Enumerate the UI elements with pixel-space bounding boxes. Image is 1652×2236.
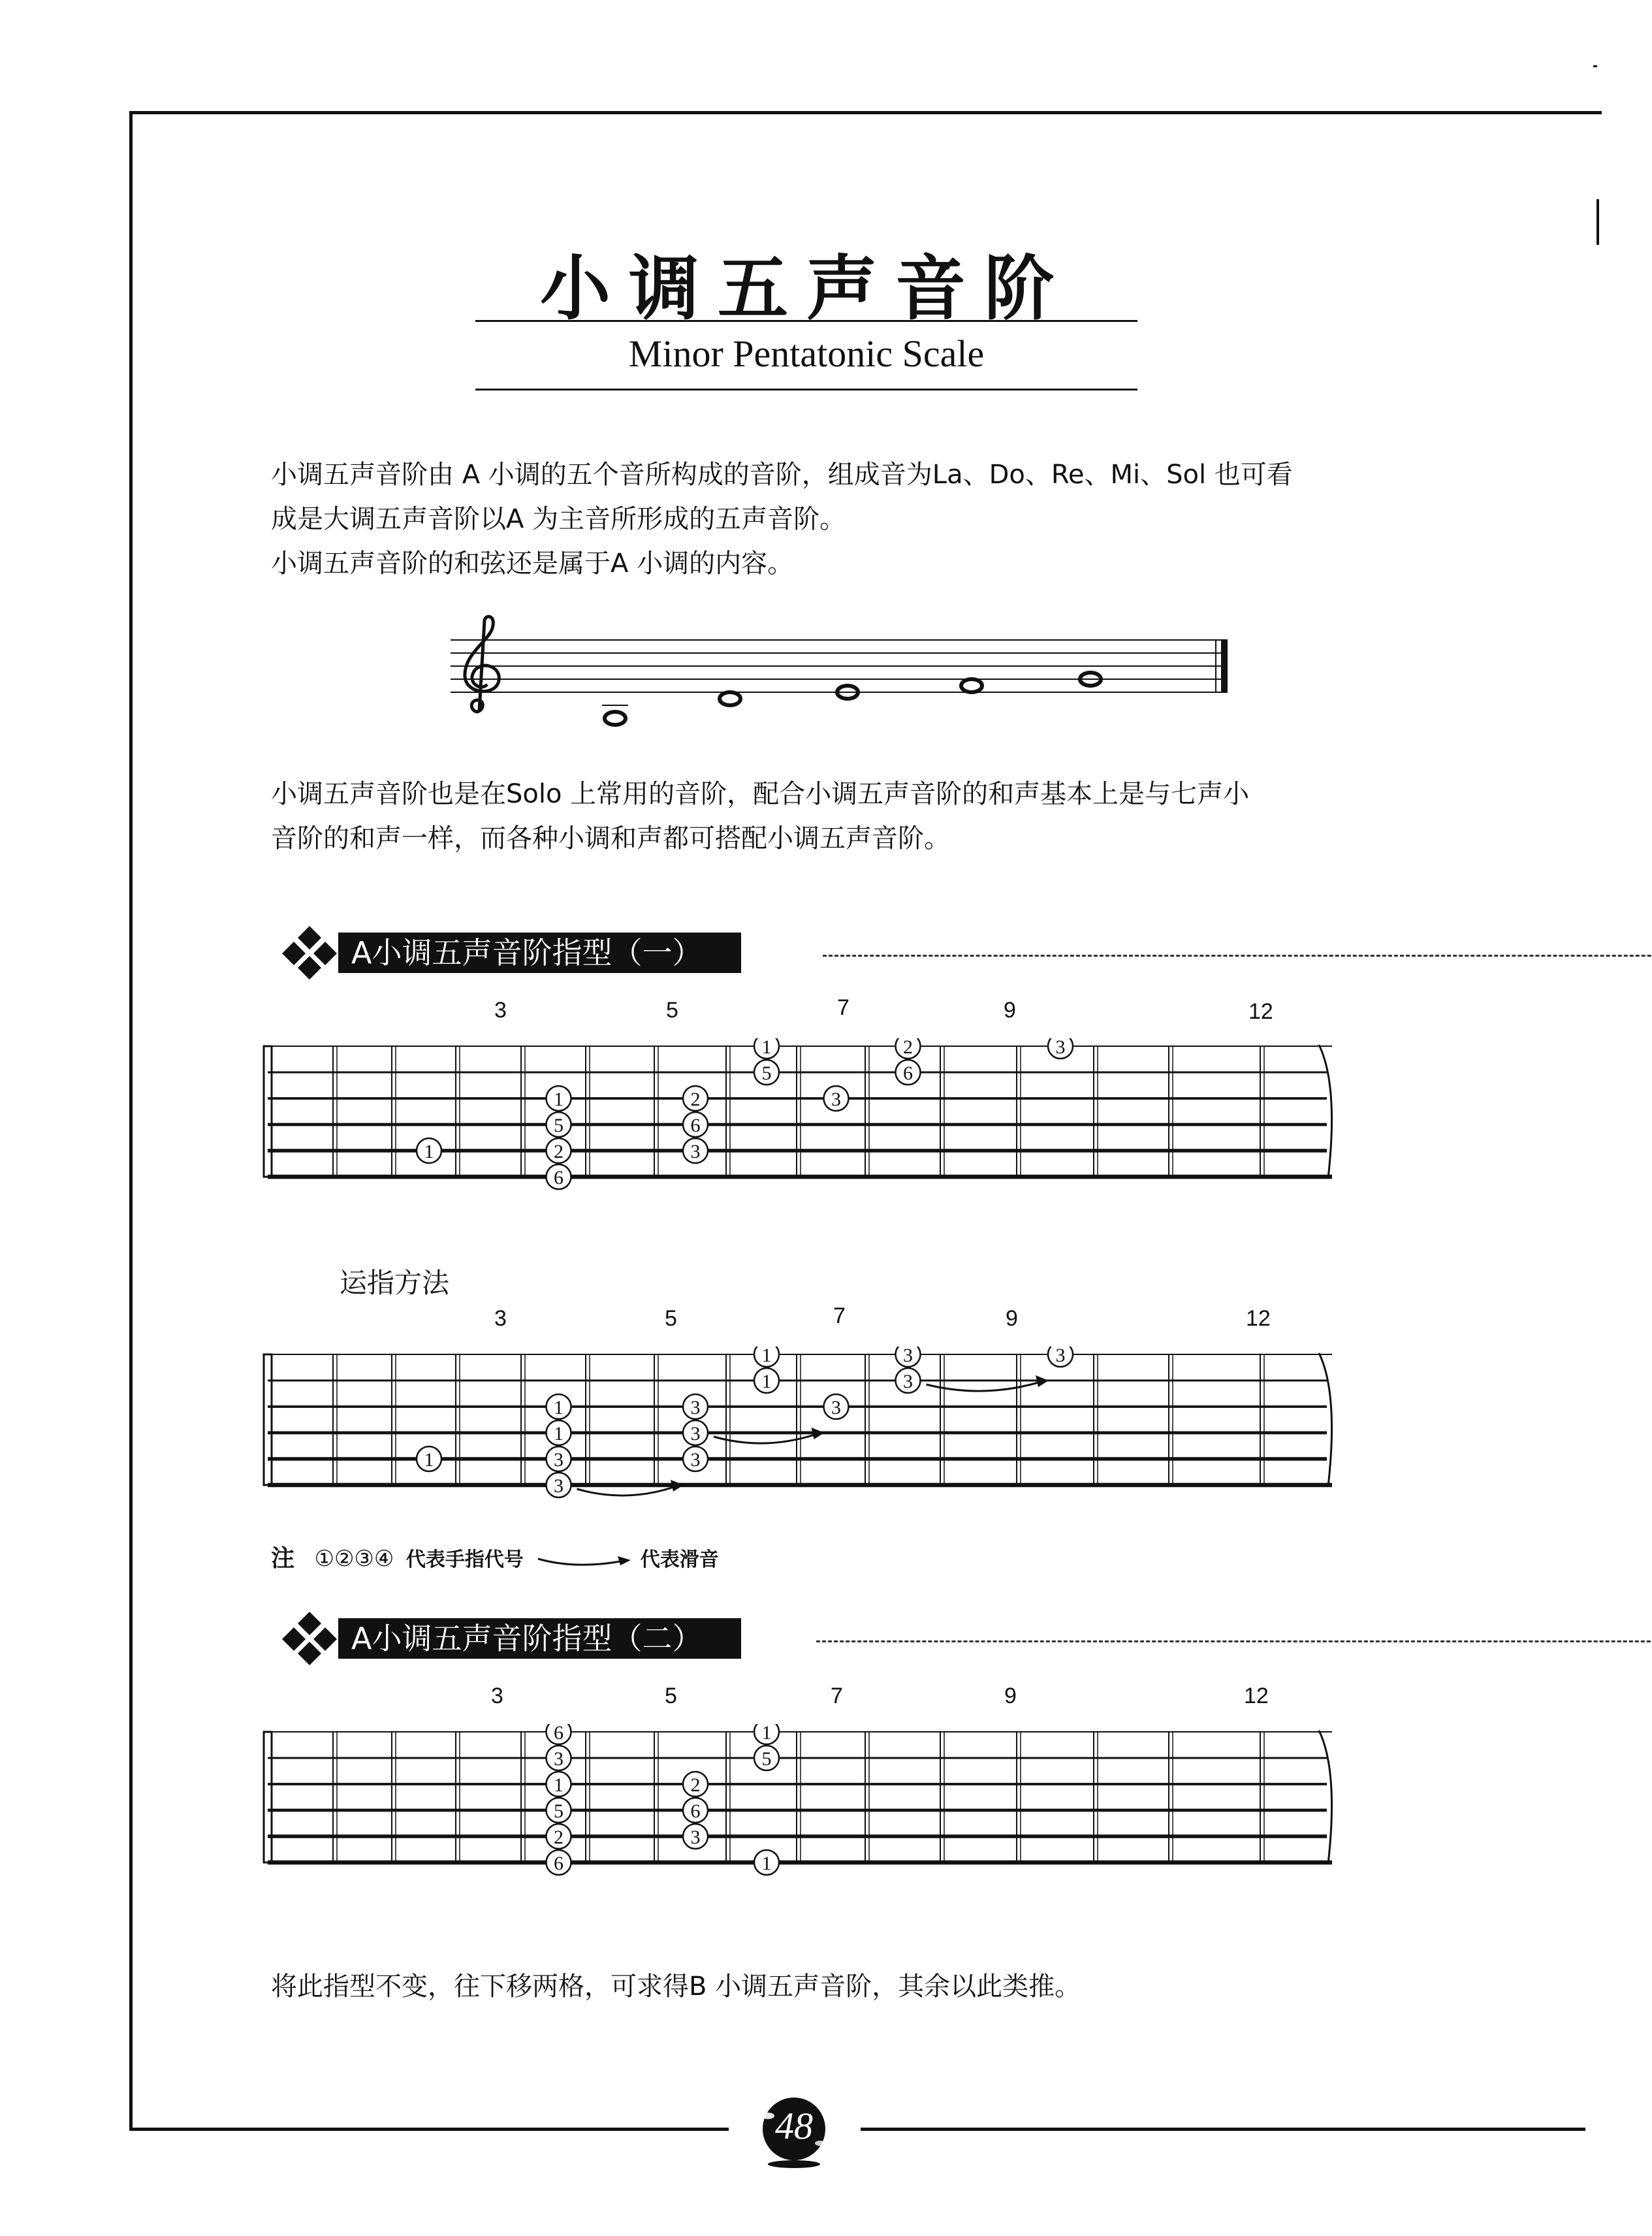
finger-number: 3 bbox=[554, 1449, 564, 1471]
nut bbox=[264, 1354, 272, 1485]
slide-arrow bbox=[714, 1434, 817, 1443]
fret-label: 5 bbox=[666, 998, 678, 1023]
finger-number: 1 bbox=[554, 1423, 564, 1445]
fret-label: 3 bbox=[494, 1306, 507, 1331]
finger-number: 2 bbox=[554, 1141, 564, 1162]
intro-line: 成是大调五声音阶以A 为主音所形成的五声音阶。 bbox=[271, 504, 846, 534]
diamond-cluster-icon bbox=[281, 926, 338, 980]
finger-number: 6 bbox=[690, 1800, 701, 1822]
page-number: 48 bbox=[775, 2105, 813, 2147]
note-e bbox=[961, 679, 982, 692]
finger-number: 3 bbox=[1055, 1347, 1066, 1366]
finger-number: 1 bbox=[761, 1853, 772, 1874]
finger-number: 1 bbox=[554, 1089, 564, 1110]
finger-number: 1 bbox=[761, 1724, 772, 1744]
finger-number: 3 bbox=[690, 1423, 701, 1445]
fingering-label: 运指方法 bbox=[340, 1267, 450, 1299]
finger-legend-text: 代表手指代号 bbox=[405, 1548, 524, 1571]
fret-label: 3 bbox=[494, 998, 507, 1023]
finger-number: 1 bbox=[761, 1038, 772, 1058]
finger-number: 1 bbox=[424, 1141, 434, 1162]
finger-number: 6 bbox=[554, 1167, 564, 1189]
edge-mark bbox=[1593, 65, 1597, 67]
solo-paragraph bbox=[271, 772, 1249, 861]
finger-number: 6 bbox=[554, 1853, 564, 1874]
fret-label: 9 bbox=[1006, 1306, 1018, 1331]
fret-label: 7 bbox=[837, 995, 850, 1020]
fretboard-edge bbox=[1319, 1353, 1332, 1486]
note-a bbox=[602, 705, 628, 725]
finger-number: 3 bbox=[831, 1397, 841, 1418]
fret-label: 5 bbox=[665, 1684, 677, 1708]
fret-label: 7 bbox=[831, 1684, 843, 1708]
finger-number: 1 bbox=[761, 1371, 772, 1392]
finger-number: 3 bbox=[554, 1748, 564, 1770]
fretboard-edge bbox=[1319, 1045, 1332, 1178]
solo-line: 音阶的和声一样，而各种小调和声都可搭配小调五声音阶。 bbox=[271, 823, 950, 854]
section-title-2: A小调五声音阶指型（二） bbox=[338, 1618, 741, 1659]
fretboard-diagram-2 bbox=[261, 1347, 1345, 1523]
fretboard-edge bbox=[1319, 1731, 1332, 1864]
finger-number: 2 bbox=[903, 1038, 913, 1058]
fret-label: 7 bbox=[833, 1303, 846, 1328]
intro-line: 小调五声音阶的和弦还是属于A 小调的内容。 bbox=[271, 549, 794, 579]
fret-label: 12 bbox=[1244, 1684, 1269, 1708]
intro-paragraph bbox=[271, 453, 1293, 586]
fret-label: 5 bbox=[665, 1306, 677, 1331]
slide-arrow bbox=[927, 1382, 1041, 1391]
finger-number: 1 bbox=[424, 1449, 434, 1471]
note-mark: 注 bbox=[271, 1545, 295, 1572]
finger-number: 3 bbox=[690, 1449, 701, 1471]
fretboard-diagram-3 bbox=[261, 1724, 1345, 1900]
slide-arrowhead bbox=[812, 1428, 825, 1439]
finger-number: 6 bbox=[554, 1724, 564, 1744]
finger-number: 2 bbox=[554, 1827, 564, 1848]
section-dash-2 bbox=[816, 1640, 1652, 1642]
fret-label: 12 bbox=[1248, 999, 1273, 1024]
finger-number: 1 bbox=[554, 1774, 564, 1796]
slide-arrow-icon bbox=[535, 1551, 633, 1571]
finger-number: 5 bbox=[761, 1062, 772, 1084]
closing-paragraph: 将此指型不变，往下移两格，可求得B 小调五声音阶，其余以此类推。 bbox=[271, 1972, 1081, 2002]
staff-notation bbox=[451, 614, 1234, 731]
finger-symbols: ①②③④ bbox=[314, 1546, 394, 1572]
treble-clef-icon bbox=[465, 616, 499, 712]
section-dash-1 bbox=[823, 955, 1652, 957]
page-number-badge bbox=[729, 2096, 859, 2168]
edge-mark bbox=[1596, 199, 1599, 245]
frame-bottom-rule-left bbox=[129, 2128, 729, 2131]
finger-number: 3 bbox=[831, 1089, 841, 1110]
title-rule-top bbox=[475, 320, 1137, 322]
finger-number: 5 bbox=[761, 1748, 772, 1770]
finger-number: 6 bbox=[690, 1115, 701, 1136]
slide-legend-text: 代表滑音 bbox=[640, 1548, 719, 1571]
page-subtitle: Minor Pentatonic Scale bbox=[628, 332, 985, 375]
finger-number: 2 bbox=[690, 1774, 701, 1796]
finger-number: 3 bbox=[554, 1475, 564, 1497]
finger-number: 6 bbox=[903, 1062, 913, 1084]
fret-label: 9 bbox=[1004, 1684, 1017, 1708]
finger-number: 3 bbox=[690, 1141, 701, 1162]
note-c bbox=[720, 692, 740, 705]
slide-arrowhead bbox=[671, 1480, 684, 1492]
nut bbox=[264, 1732, 272, 1862]
finger-number: 5 bbox=[554, 1115, 564, 1136]
slide-arrow bbox=[577, 1486, 676, 1495]
finger-number: 3 bbox=[690, 1397, 701, 1418]
finger-number: 3 bbox=[903, 1371, 913, 1392]
frame-bottom-rule-right bbox=[861, 2128, 1585, 2131]
finger-number: 2 bbox=[690, 1089, 701, 1110]
fret-label: 9 bbox=[1004, 998, 1016, 1023]
section-title-1: A小调五声音阶指型（一） bbox=[338, 933, 741, 973]
finger-number: 3 bbox=[1055, 1038, 1066, 1058]
fretboard-diagram-1 bbox=[261, 1038, 1345, 1215]
finger-number: 1 bbox=[554, 1397, 564, 1418]
title-rule-bottom bbox=[475, 389, 1137, 391]
legend-note bbox=[271, 1540, 719, 1573]
fret-label: 12 bbox=[1246, 1306, 1271, 1331]
solo-line: 小调五声音阶也是在Solo 上常用的音阶，配合小调五声音阶的和声基本上是与七声小 bbox=[271, 779, 1250, 809]
diamond-cluster-icon bbox=[281, 1612, 338, 1665]
finger-number: 5 bbox=[554, 1800, 564, 1822]
finger-number: 1 bbox=[761, 1347, 772, 1366]
slide-arrowhead bbox=[1036, 1375, 1049, 1387]
intro-line: 小调五声音阶由 A 小调的五个音所构成的音阶，组成音为La、Do、Re、Mi、Sol 也可看 bbox=[271, 460, 1293, 490]
page-title: 小调五声音阶 bbox=[539, 248, 1073, 330]
nut bbox=[264, 1046, 272, 1177]
finger-number: 3 bbox=[690, 1827, 701, 1848]
finger-number: 3 bbox=[903, 1347, 913, 1366]
fret-label: 3 bbox=[491, 1684, 503, 1708]
